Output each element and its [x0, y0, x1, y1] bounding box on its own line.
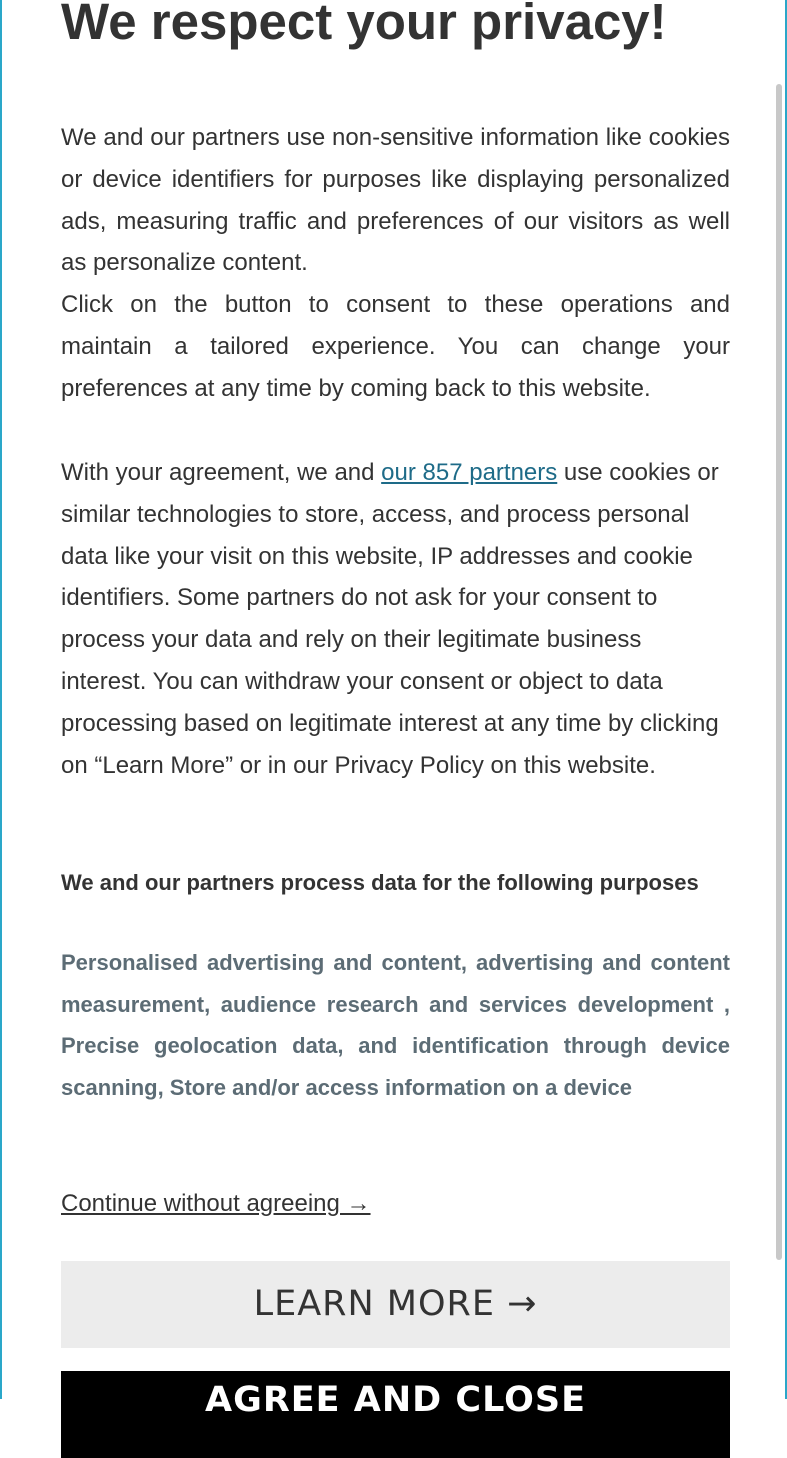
dialog-title: We respect your privacy!	[61, 0, 667, 50]
agree-and-close-button[interactable]: AGREE AND CLOSE	[61, 1371, 730, 1458]
continue-without-agreeing-link[interactable]: Continue without agreeing →	[61, 1190, 371, 1217]
agreement-paragraph	[61, 452, 730, 786]
learn-more-button[interactable]: LEARN MORE →	[61, 1261, 730, 1348]
scrollbar[interactable]	[776, 84, 782, 1260]
intro-paragraph	[61, 117, 730, 410]
intro-text: We and our partners use non-sensitive information like cookies or device identifiers for purposes like displaying personalized ads, measuring traffic and preferences of our visitors as well as personalize content.	[61, 124, 730, 277]
partners-link[interactable]: our 857 partners	[381, 459, 558, 486]
agreement-suffix: use cookies or similar technologies to store, access, and process personal data like your visit on this website, IP addresses and cookie identifiers. Some partners do not ask for your consent to process your data and rely on their legitimate business interest. You can withdraw your consent or object to data processing based on legitimate interest at any time by clicking on “Learn More” or in our Privacy Policy on this website.	[61, 459, 719, 779]
purposes-title: We and our partners process data for the following purposes	[61, 870, 699, 895]
purposes-list: Personalised advertising and content, advertising and content measurement, audience research and services development , Precise geolocation data, and identification through device scanning, Store and/or access information on a device	[61, 950, 730, 1100]
agreement-prefix: With your agreement, we and	[61, 459, 382, 486]
intro-text-2: Click on the button to consent to these operations and maintain a tailored experience. You can change your preferences at any time by coming back to this website.	[61, 291, 730, 402]
